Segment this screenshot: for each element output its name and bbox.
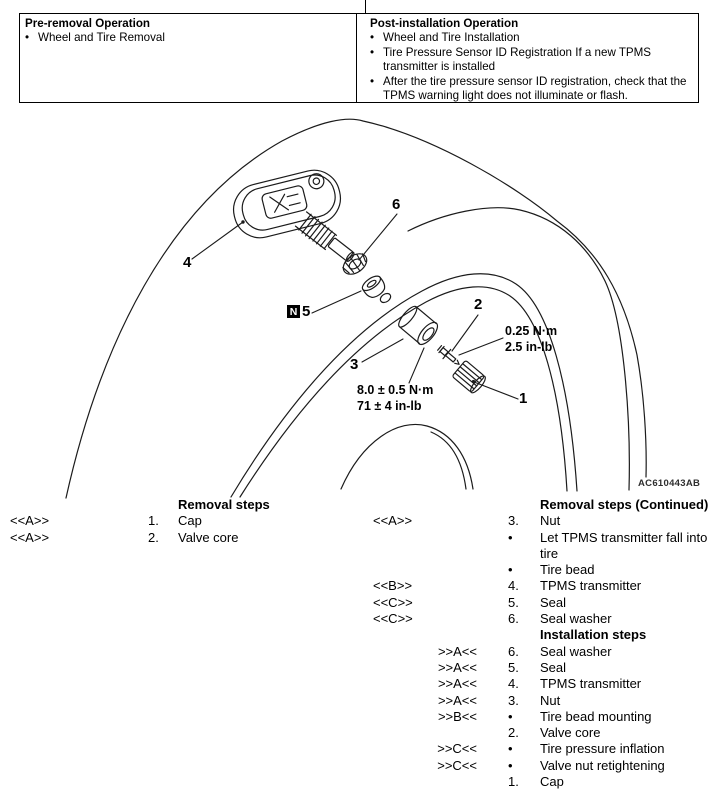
pre-removal-items [25,31,352,46]
hub-bore-arc [341,424,473,489]
step-text: Let TPMS transmitter fall into tire [540,529,708,561]
leader-dot-1 [472,380,475,383]
step-marker: <<C>> [373,594,413,610]
tpms-transmitter-drawing [228,165,346,244]
leader-line-3 [362,339,403,362]
cap-drawing [452,360,488,395]
ops-item-text: After the tire pressure sensor ID registration, check that the TPMS warning light does not illuminate or flash. [383,74,687,103]
step-number: • [508,741,513,757]
step-marker: >>B<< [437,708,477,724]
step-number: • [508,757,513,773]
step-row [373,774,720,790]
hub-bore-inner-arc [431,432,466,489]
step-marker [373,530,508,563]
step-marker [373,774,508,790]
torque-value-nm: 0.25 N·m [505,324,558,338]
step-row [10,530,362,546]
post-installation-items [370,31,696,104]
callout-4: 4 [183,254,192,271]
step-text: Tire pressure inflation [540,741,665,757]
bullet-icon [25,31,38,46]
step-row [373,758,720,774]
callout-1: 1 [519,390,528,407]
step-marker: >>A<< [437,659,477,675]
pre-removal-title: Pre-removal Operation [25,16,150,30]
step-row [373,530,720,563]
torque-value-inlb: 71 ± 4 in-lb [357,398,422,413]
o-ring-drawing [379,292,393,305]
step-row [373,644,720,660]
step-row [373,562,720,578]
step-number: 3. [508,513,519,529]
step-text: Seal [540,594,567,610]
step-text: TPMS transmitter [540,676,642,692]
bullet-icon [370,46,383,75]
step-number: 2. [148,529,159,545]
step-text: Cap [540,774,564,790]
seal-washer-drawing [339,250,370,279]
callout-6: 6 [392,196,401,213]
step-row [373,611,720,627]
step-text: Nut [540,692,561,708]
callout-3: 3 [350,356,359,373]
torque-spec-valve-core [505,324,557,355]
step-row [373,595,720,611]
step-number: 3. [508,692,519,708]
step-text: Tire bead [540,562,595,578]
installation-steps-header: Installation steps [540,627,647,643]
operations-table [19,13,699,103]
leader-dot-4 [241,220,244,223]
step-number: 5. [508,594,519,610]
post-installation-title: Post-installation Operation [370,16,519,30]
step-marker [373,725,508,741]
step-row [373,709,720,725]
step-row [10,513,362,529]
step-number: 5. [508,659,519,675]
step-row [373,693,720,709]
callout-2: 2 [474,296,483,313]
installation-steps-rows [373,644,720,791]
step-number: • [508,708,513,724]
step-marker: >>A<< [437,643,477,659]
removal-steps-continued-header: Removal steps (Continued) [540,497,709,512]
step-text: Cap [178,513,202,529]
grease-symbol-icon: N [287,305,300,318]
removal-steps-rows [10,513,362,546]
valve-stem-drawing [295,211,359,267]
step-marker: >>C<< [437,741,477,757]
step-marker: <<A>> [10,513,50,529]
ops-bullet-item [370,75,696,104]
step-number: • [508,529,513,545]
removal-steps-left-block [10,497,362,546]
ops-item-text: Wheel and Tire Installation [383,31,520,45]
ops-bullet-item [370,46,696,75]
post-installation-cell [357,14,698,102]
step-text: Nut [540,513,561,529]
step-marker: >>A<< [437,692,477,708]
step-marker: <<A>> [373,513,413,529]
leader-line-1 [474,382,518,399]
tire-outer-profile [66,119,646,498]
step-row [373,676,720,692]
bullet-icon [370,75,383,104]
torque-spec-nut [357,383,433,414]
ops-item-text: Wheel and Tire Removal [38,31,165,45]
leader-line-torque-upper [459,338,503,355]
leader-line-torque-lower [409,348,424,383]
step-marker: >>A<< [437,676,477,692]
nut-drawing [396,303,441,347]
step-number: • [508,562,513,578]
callout-5: 5 [302,303,311,320]
step-marker: <<B>> [373,578,413,594]
step-marker [373,562,508,578]
bullet-icon [370,31,383,46]
step-row [373,513,720,529]
ops-bullet-item [370,31,696,46]
step-row [373,725,720,741]
leader-line-6 [359,214,397,260]
seal-drawing [360,273,388,300]
step-text: Seal washer [540,611,612,627]
torque-value-nm: 8.0 ± 0.5 N·m [357,383,434,397]
step-number: 6. [508,611,519,627]
step-row [373,578,720,594]
step-text: TPMS transmitter [540,578,642,594]
leader-line-4 [192,222,243,259]
step-text: Seal [540,659,567,675]
step-marker: <<C>> [373,611,413,627]
step-number: 4. [508,676,519,692]
ops-item-text: Tire Pressure Sensor ID Registration If a new TPMS transmitter is installed [383,45,652,74]
removal-steps-header: Removal steps [178,497,270,512]
step-marker: >>C<< [437,757,477,773]
figure-code: AC610443AB [638,478,701,489]
step-number: 1. [148,513,159,529]
step-text: Valve core [540,725,601,741]
leader-line-2 [452,315,478,351]
step-row [373,660,720,676]
page-column-divider [365,0,366,14]
leader-line-n5 [312,291,361,313]
step-text: Valve core [178,529,239,545]
step-number: 1. [508,774,519,790]
steps-right-block [373,497,720,790]
valve-core-drawing [436,343,463,369]
step-marker: <<A>> [10,529,50,545]
step-number: 4. [508,578,519,594]
removal-steps-continued-rows [373,513,720,627]
step-text: Seal washer [540,643,612,659]
step-row [373,741,720,757]
torque-value-inlb: 2.5 in-lb [505,339,553,354]
step-number: 6. [508,643,519,659]
callout-5-with-grease-symbol [287,305,310,318]
step-text: Tire bead mounting [540,708,652,724]
ops-bullet-item [25,31,352,46]
step-text: Valve nut retightening [540,757,665,773]
pre-removal-cell [20,14,357,102]
step-number: 2. [508,725,519,741]
